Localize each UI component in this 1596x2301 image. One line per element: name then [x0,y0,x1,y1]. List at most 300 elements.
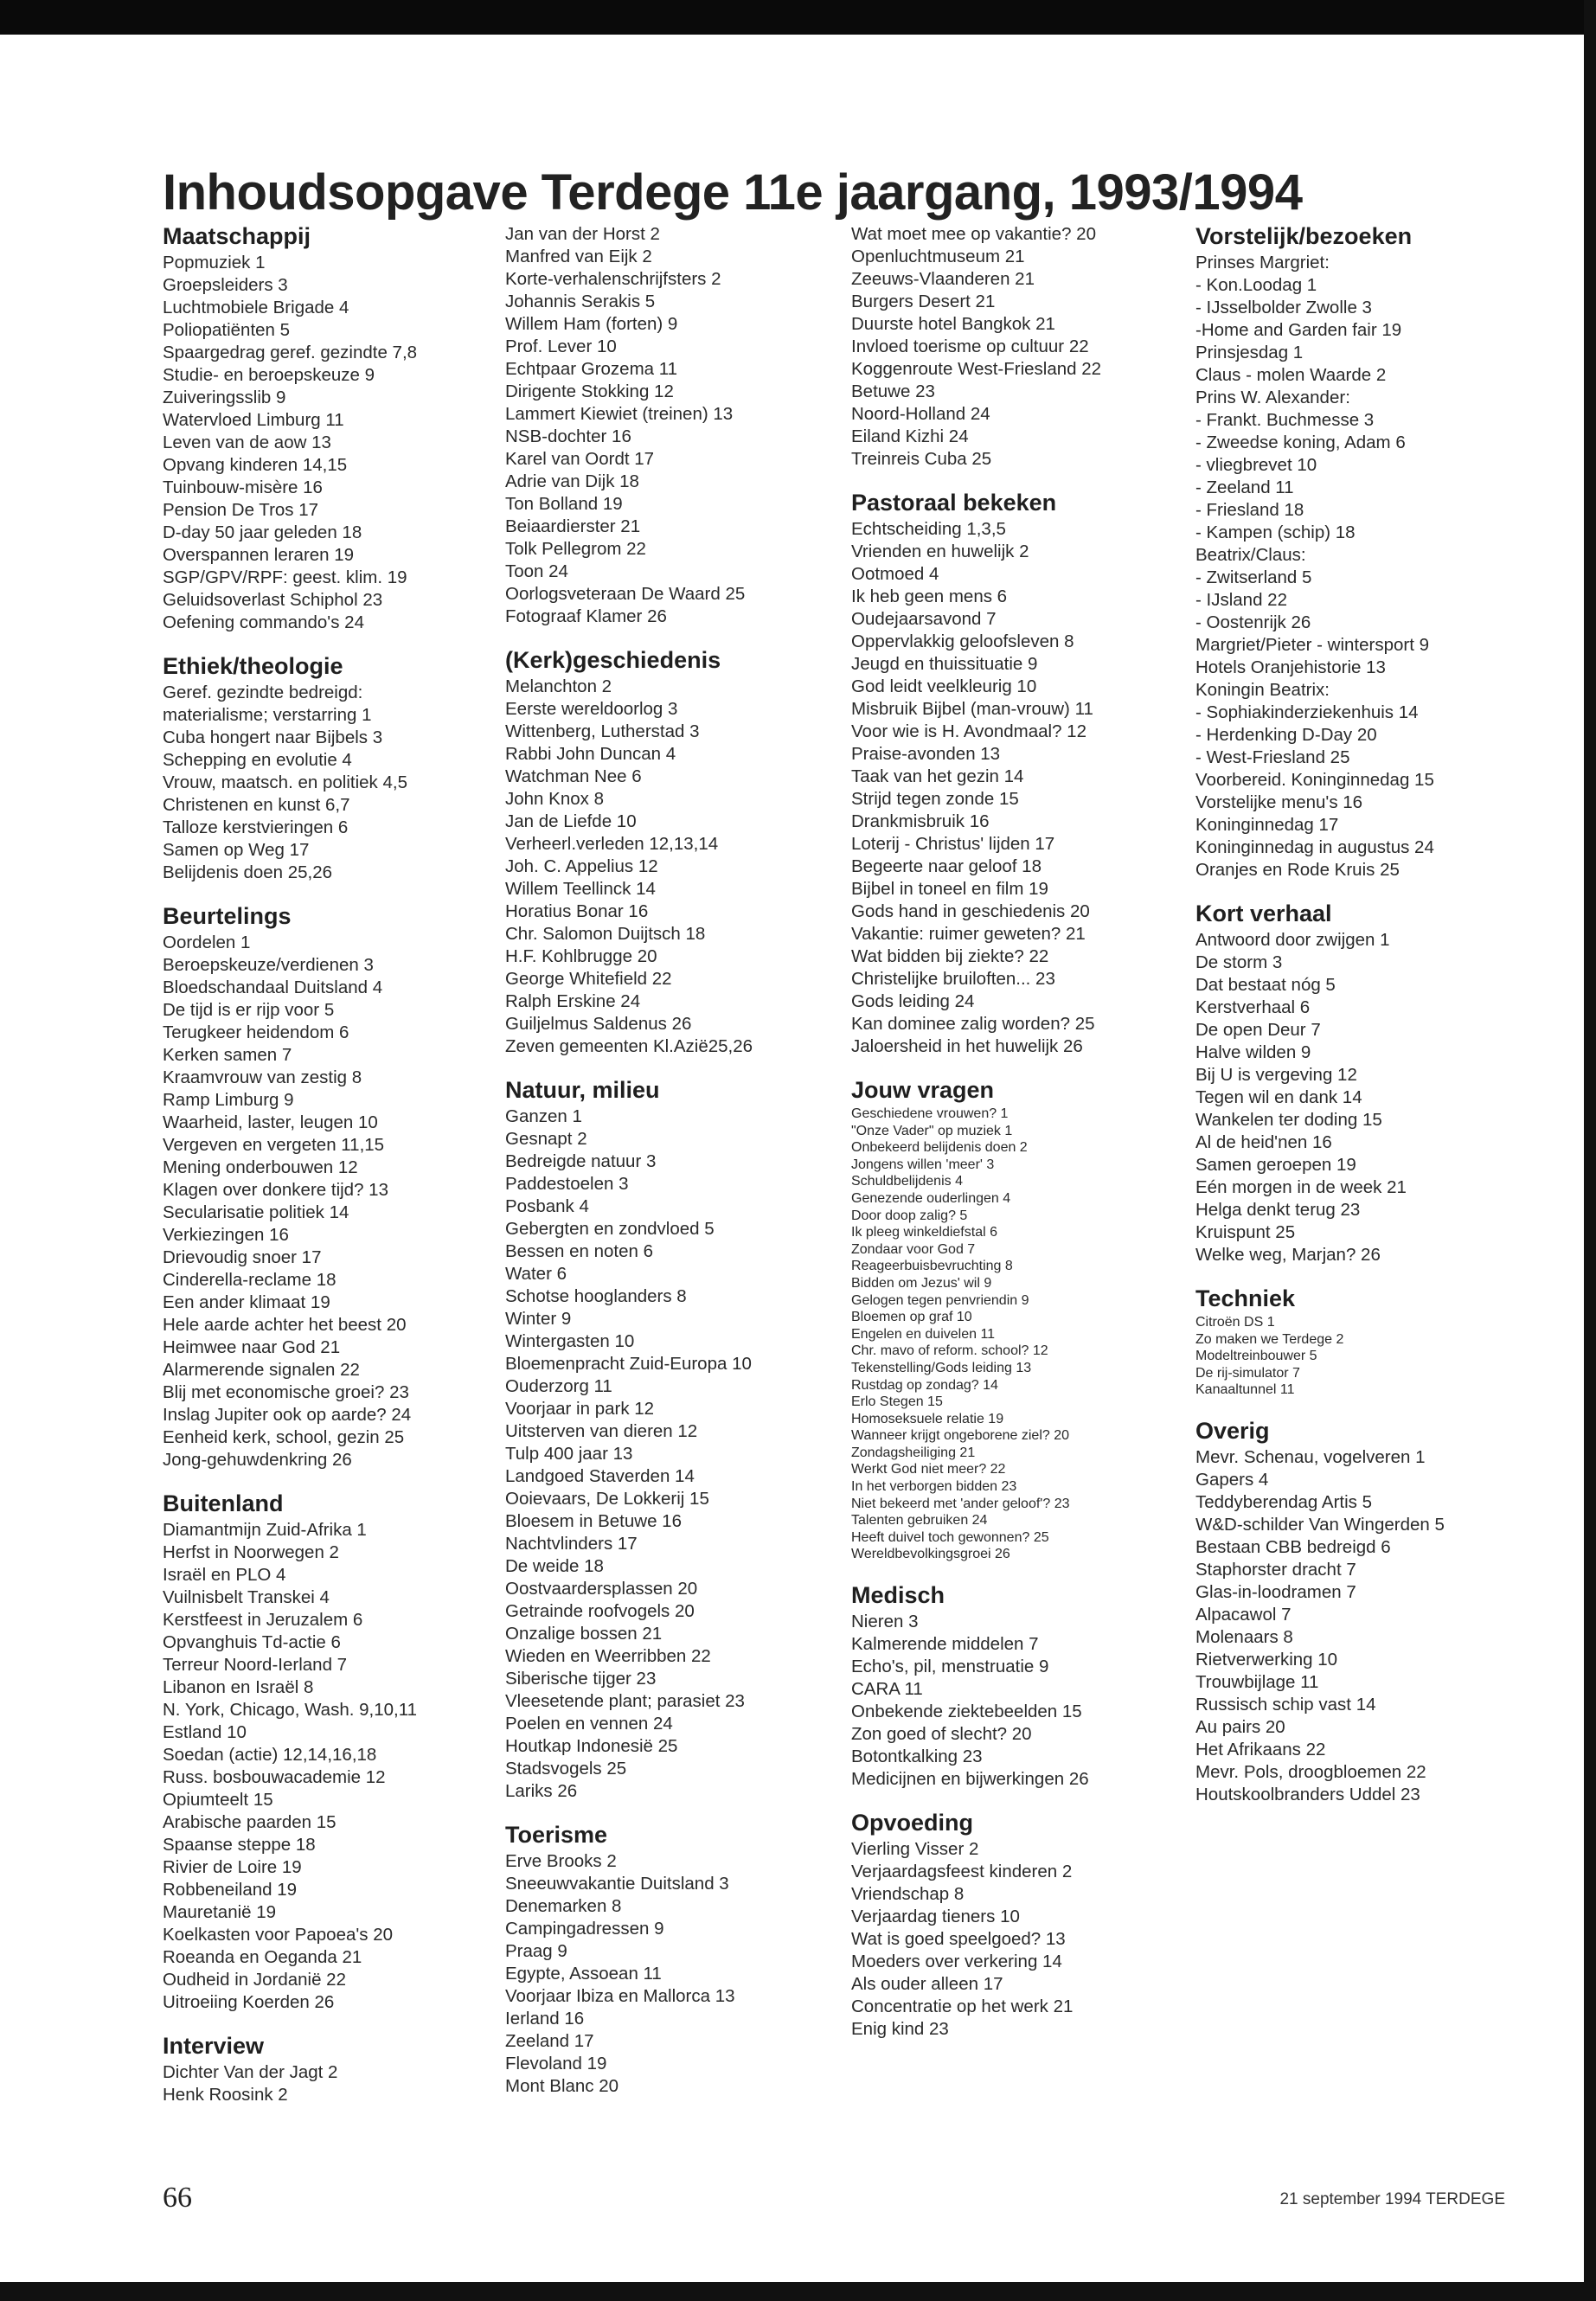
section-heading: Techniek [1195,1285,1296,1311]
index-section [851,490,1170,1058]
index-entry: Uitsterven van dieren 12 [505,1421,698,1441]
index-entry: - Frankt. Buchmesse 3 [1195,410,1375,430]
index-entry: Kanaaltunnel 11 [1195,1382,1295,1398]
index-entry: Oefening commando's 24 [163,612,364,632]
index-section [163,2033,481,2106]
index-section [505,647,824,1058]
index-entry: Uitroeiing Koerden 26 [163,1992,335,2012]
index-entry: - Zeeland 11 [1195,478,1294,497]
index-entry: NSB-dochter 16 [505,426,631,446]
section-heading: Beurtelings [163,903,292,929]
index-entry: Ik pleeg winkeldiefstal 6 [851,1225,997,1240]
index-entry: Karel van Oordt 17 [505,449,655,469]
index-entry: Voorbereid. Koninginnedag 15 [1195,770,1434,790]
index-entry: Echo's, pil, menstruatie 9 [851,1657,1049,1677]
index-entry: Egypte, Assoean 11 [505,1964,662,1984]
index-entry: Rustdag op zondag? 14 [851,1377,998,1393]
index-entry: Robbeneiland 19 [163,1880,298,1900]
index-entry: Winter 9 [505,1309,572,1329]
index-entry: Inslag Jupiter ook op aarde? 24 [163,1405,412,1425]
index-entry: Bedreigde natuur 3 [505,1151,657,1171]
index-entry: - Friesland 18 [1195,500,1304,520]
index-entry: Spaargedrag geref. gezindte 7,8 [163,343,418,362]
index-entry: Heeft duivel toch gewonnen? 25 [851,1529,1049,1545]
index-entry: Ton Bolland 19 [505,494,623,514]
index-entry: Zuiveringsslib 9 [163,388,286,407]
index-entry: Vierling Visser 2 [851,1839,979,1860]
index-entry: Kerstfeest in Jeruzalem 6 [163,1610,363,1630]
index-section [1195,1285,1514,1399]
index-entry: Ik heb geen mens 6 [851,586,1008,606]
index-entry: Openluchtmuseum 21 [851,247,1025,266]
index-entry: Melanchton 2 [505,676,612,696]
section-heading: Maatschappij [163,223,311,249]
index-entry: Hele aarde achter het beest 20 [163,1315,407,1335]
index-entry: Beroepskeuze/verdienen 3 [163,955,374,975]
index-entry: Eenheid kerk, school, gezin 25 [163,1427,405,1447]
index-entry: Duurste hotel Bangkok 21 [851,314,1055,334]
index-entry: Erve Brooks 2 [505,1851,617,1871]
index-entry: Tegen wil en dank 14 [1195,1087,1362,1107]
index-entry: Vergeven en vergeten 11,15 [163,1135,385,1155]
index-entry: Claus - molen Waarde 2 [1195,365,1387,385]
index-entry: Prinsjesdag 1 [1195,343,1304,362]
index-entry: Christelijke bruiloften... 23 [851,969,1055,989]
index-entry: Zeven gemeenten Kl.Azië25,26 [505,1036,753,1056]
index-entry: Vriendschap 8 [851,1884,965,1905]
index-entry: Glas-in-loodramen 7 [1195,1581,1356,1602]
index-entry: Wat moet mee op vakantie? 20 [851,224,1096,244]
index-entry: Wanneer krijgt ongeborene ziel? 20 [851,1428,1070,1444]
index-entry: Gods leiding 24 [851,991,975,1011]
index-entry: Bloedschandaal Duitsland 4 [163,977,383,997]
index-entry: Terreur Noord-Ierland 7 [163,1655,348,1675]
index-entry: Luchtmobiele Brigade 4 [163,298,349,317]
index-entry: - Zwitserland 5 [1195,567,1312,587]
index-entry: Rabbi John Duncan 4 [505,744,676,764]
index-entry: Ramp Limburg 9 [163,1090,294,1110]
index-entry: Jeugd en thuissituatie 9 [851,654,1038,674]
index-entry: Ralph Erskine 24 [505,991,641,1011]
index-column-1 [163,223,481,2125]
index-entry: Jong-gehuwdenkring 26 [163,1450,352,1470]
index-entry: D-day 50 jaar geleden 18 [163,522,362,542]
index-entry: Posbank 4 [505,1196,589,1216]
index-entry: Voorjaar Ibiza en Mallorca 13 [505,1986,735,2006]
index-entry: Erlo Stegen 15 [851,1394,943,1410]
index-entry: Dirigente Stokking 12 [505,381,674,401]
index-section [505,223,824,628]
index-entry: Citroën DS 1 [1195,1315,1275,1330]
index-entry: Drankmisbruik 16 [851,811,990,831]
scan-top-border [0,0,1596,35]
index-entry: Zeeuws-Vlaanderen 21 [851,269,1035,289]
index-entry: Medicijnen en bijwerkingen 26 [851,1769,1089,1790]
index-entry: Zondaar voor God 7 [851,1241,976,1257]
index-entry: Tuinbouw-misère 16 [163,478,323,497]
index-entry: Spaanse steppe 18 [163,1835,316,1855]
index-section [163,1490,481,2014]
index-entry: Lammert Kiewiet (treinen) 13 [505,404,734,424]
index-entry: Kalmerende middelen 7 [851,1634,1039,1655]
index-entry: - Herdenking D-Day 20 [1195,725,1377,745]
index-entry: Wat bidden bij ziekte? 22 [851,946,1049,966]
index-entry: Geref. gezindte bedreigd: [163,683,363,702]
index-entry: Nieren 3 [851,1612,919,1632]
index-entry: Ooievaars, De Lokkerij 15 [505,1489,709,1509]
index-entry: W&D-schilder Van Wingerden 5 [1195,1514,1445,1535]
index-entry: Samen op Weg 17 [163,840,310,860]
section-heading: Jouw vragen [851,1077,995,1103]
index-entry: Reageerbuisbevruchting 8 [851,1259,1013,1274]
index-section [1195,1418,1514,1806]
index-entry: Schepping en evolutie 4 [163,750,352,770]
index-entry: Diamantmijn Zuid-Afrika 1 [163,1520,367,1540]
index-section [1195,901,1514,1266]
index-entry: - Oostenrijk 26 [1195,612,1311,632]
index-entry: Onbekende ziektebeelden 15 [851,1702,1082,1722]
index-entry: Secularisatie politiek 14 [163,1202,349,1222]
index-entry: Chr. Salomon Duijtsch 18 [505,924,706,944]
index-entry: Bij U is vergeving 12 [1195,1065,1357,1085]
index-entry: Eén morgen in de week 21 [1195,1177,1407,1197]
footer-date: 21 september 1994 TERDEGE [1279,2190,1505,2208]
index-entry: Voor wie is H. Avondmaal? 12 [851,721,1086,741]
index-entry: Gods hand in geschiedenis 20 [851,901,1090,921]
index-entry: Soedan (actie) 12,14,16,18 [163,1745,377,1765]
index-entry: Homoseksuele relatie 19 [851,1411,1004,1426]
section-heading: Vorstelijk/bezoeken [1195,223,1413,249]
index-entry: Flevoland 19 [505,2054,607,2073]
index-entry: Echtpaar Grozema 11 [505,359,678,379]
index-entry: Alarmerende signalen 22 [163,1360,360,1380]
index-entry: Vuilnisbelt Transkei 4 [163,1587,330,1607]
index-entry: Gelogen tegen penvriendin 9 [851,1292,1029,1308]
index-entry: Wereldbevolkingsgroei 26 [851,1547,1010,1562]
index-section [851,1810,1170,2041]
index-entry: Ouderzorg 11 [505,1376,612,1396]
index-entry: Door doop zalig? 5 [851,1208,968,1223]
index-entry: Betuwe 23 [851,381,935,401]
index-section [505,1077,824,1803]
index-entry: Jaloersheid in het huwelijk 26 [851,1036,1083,1056]
section-heading: Buitenland [163,1490,284,1516]
index-entry: - Zweedse koning, Adam 6 [1195,433,1406,452]
index-entry: Oostvaardersplassen 20 [505,1579,698,1599]
index-entry: Opvang kinderen 14,15 [163,455,348,475]
index-entry: Als ouder alleen 17 [851,1974,1003,1995]
index-entry: Jan van der Horst 2 [505,224,660,244]
index-entry: - vliegbrevet 10 [1195,455,1317,475]
index-entry: Gapers 4 [1195,1469,1269,1490]
index-entry: Niet bekeerd met 'ander geloof'? 23 [851,1496,1070,1511]
index-entry: Geluidsoverlast Schiphol 23 [163,590,383,610]
index-entry: Bloemenpracht Zuid-Europa 10 [505,1354,752,1374]
section-heading: Overig [1195,1417,1270,1444]
index-column-4 [1195,223,1514,1825]
index-column-3 [851,223,1170,2060]
index-entry: Concentratie op het werk 21 [851,1997,1074,2017]
index-entry: Gebergten en zondvloed 5 [505,1219,715,1239]
index-entry: Landgoed Staverden 14 [505,1466,695,1486]
index-section [163,223,481,634]
index-entry: Christenen en kunst 6,7 [163,795,350,815]
index-entry: De tijd is er rijp voor 5 [163,1000,335,1020]
section-heading: Toerisme [505,1822,608,1848]
index-entry: Willem Teellinck 14 [505,879,656,899]
index-entry: Schuldbelijdenis 4 [851,1174,963,1189]
index-entry: Poelen en vennen 24 [505,1714,673,1734]
index-entry: Fotograaf Klamer 26 [505,606,667,626]
index-entry: De rij-simulator 7 [1195,1365,1300,1381]
index-entry: Samen geroepen 19 [1195,1155,1356,1175]
index-entry: Dat bestaat nóg 5 [1195,975,1336,995]
index-entry: Strijd tegen zonde 15 [851,789,1019,809]
index-entry: Arabische paarden 15 [163,1812,337,1832]
index-entry: Molenaars 8 [1195,1626,1293,1647]
index-entry: Enig kind 23 [851,2019,949,2040]
index-entry: Werkt God niet meer? 22 [851,1462,1006,1477]
index-entry: Moeders over verkering 14 [851,1952,1062,1972]
index-entry: Oppervlakkig geloofsleven 8 [851,631,1074,651]
index-entry: Mauretanië 19 [163,1902,277,1922]
index-entry: Echtscheiding 1,3,5 [851,519,1006,539]
index-entry: Houtkap Indonesië 25 [505,1736,678,1756]
index-entry: Houtskoolbranders Uddel 23 [1195,1784,1420,1804]
index-entry: Oorlogsveteraan De Waard 25 [505,584,746,604]
index-entry: Engelen en duivelen 11 [851,1326,996,1342]
index-entry: Mevr. Schenau, vogelveren 1 [1195,1446,1426,1467]
index-entry: De weide 18 [505,1556,604,1576]
index-entry: Oudejaarsavond 7 [851,609,997,629]
index-entry: Halve wilden 9 [1195,1042,1311,1062]
index-entry: Gesnapt 2 [505,1129,587,1149]
index-entry: Onzalige bossen 21 [505,1624,663,1644]
section-heading: Medisch [851,1582,945,1609]
index-entry: Drievoudig snoer 17 [163,1247,322,1267]
index-entry: Watervloed Limburg 11 [163,410,344,430]
index-entry: Het Afrikaans 22 [1195,1739,1326,1759]
index-entry: In het verborgen bidden 23 [851,1479,1017,1495]
index-entry: Koninginnedag in augustus 24 [1195,837,1434,857]
index-entry: -Home and Garden fair 19 [1195,320,1402,340]
section-heading: Interview [163,2033,265,2059]
index-entry: Kerstverhaal 6 [1195,997,1311,1017]
index-entry: Bloemen op graf 10 [851,1310,972,1325]
index-entry: Au pairs 20 [1195,1716,1285,1737]
index-entry: Estland 10 [163,1722,247,1742]
section-heading: Opvoeding [851,1810,973,1836]
index-entry: Prof. Lever 10 [505,336,617,356]
index-entry: Oranjes en Rode Kruis 25 [1195,860,1400,880]
index-entry: Tolk Pellegrom 22 [505,539,646,559]
index-entry: Mening onderbouwen 12 [163,1157,358,1177]
index-entry: Hotels Oranjehistorie 13 [1195,657,1386,677]
index-entry: Waarheid, laster, leugen 10 [163,1112,378,1132]
index-entry: Stadsvogels 25 [505,1759,627,1779]
index-entry: Verjaardagsfeest kinderen 2 [851,1862,1073,1882]
index-entry: - Kampen (schip) 18 [1195,522,1356,542]
index-entry: Pension De Tros 17 [163,500,319,520]
index-entry: Vakantie: ruimer geweten? 21 [851,924,1086,944]
index-entry: Heimwee naar God 21 [163,1337,341,1357]
index-entry: Israël en PLO 4 [163,1565,286,1585]
index-entry: H.F. Kohlbrugge 20 [505,946,657,966]
index-entry: Verkiezingen 16 [163,1225,289,1245]
index-entry: Invloed toerisme op cultuur 22 [851,336,1089,356]
index-entry: - Sophiakinderziekenhuis 14 [1195,702,1419,722]
index-entry: Geschiedene vrouwen? 1 [851,1106,1009,1121]
index-entry: Kan dominee zalig worden? 25 [851,1014,1095,1034]
index-entry: Alpacawol 7 [1195,1604,1292,1625]
section-heading: Pastoraal bekeken [851,490,1057,516]
index-entry: Al de heid'nen 16 [1195,1132,1332,1152]
index-entry: Voorjaar in park 12 [505,1399,655,1419]
index-entry: Treinreis Cuba 25 [851,449,992,469]
index-entry: John Knox 8 [505,789,604,809]
index-entry: Ootmoed 4 [851,564,939,584]
index-entry: Trouwbijlage 11 [1195,1671,1319,1692]
page-title: Inhoudsopgave Terdege 11e jaargang, 1993/1994 [163,163,1303,221]
index-entry: Lariks 26 [505,1781,578,1801]
index-entry: Verheerl.verleden 12,13,14 [505,834,719,854]
index-entry: Terugkeer heidendom 6 [163,1022,349,1042]
index-entry: Modeltreinbouwer 5 [1195,1349,1317,1364]
index-entry: Loterij - Christus' lijden 17 [851,834,1055,854]
index-entry: Rivier de Loire 19 [163,1857,302,1877]
index-entry: Schotse hooglanders 8 [505,1286,687,1306]
index-entry: Eerste wereldoorlog 3 [505,699,678,719]
index-entry: Antwoord door zwijgen 1 [1195,930,1390,950]
index-entry: materialisme; verstarring 1 [163,705,372,725]
index-entry: Talenten gebruiken 24 [851,1513,988,1529]
index-entry: Tulp 400 jaar 13 [505,1444,633,1464]
index-entry: Popmuziek 1 [163,253,266,272]
index-entry: Wittenberg, Lutherstad 3 [505,721,700,741]
index-entry: Toon 24 [505,561,568,581]
index-entry: Rietverwerking 10 [1195,1649,1338,1670]
index-entry: Blij met economische groei? 23 [163,1382,409,1402]
index-entry: Wankelen ter doding 15 [1195,1110,1382,1130]
index-entry: Mont Blanc 20 [505,2076,619,2096]
index-entry: De open Deur 7 [1195,1020,1321,1040]
index-entry: Talloze kerstvieringen 6 [163,817,349,837]
index-entry: Koggenroute West-Friesland 22 [851,359,1102,379]
index-entry: Staphorster dracht 7 [1195,1559,1356,1580]
index-entry: Beatrix/Claus: [1195,545,1306,565]
index-entry: Welke weg, Marjan? 26 [1195,1245,1381,1265]
index-entry: Campingadressen 9 [505,1919,664,1939]
index-entry: Oordelen 1 [163,933,251,952]
index-section [505,1822,824,2098]
index-entry: Vrienden en huwelijk 2 [851,542,1029,561]
index-entry: Vleesetende plant; parasiet 23 [505,1691,745,1711]
index-entry: Begeerte naar geloof 18 [851,856,1042,876]
index-entry: Tekenstelling/Gods leiding 13 [851,1360,1032,1375]
index-entry: Eiland Kizhi 24 [851,426,969,446]
index-entry: Oudheid in Jordanië 22 [163,1970,346,1990]
index-entry: Kruispunt 25 [1195,1222,1296,1242]
index-entry: Koelkasten voor Papoea's 20 [163,1925,394,1945]
index-entry: Poliopatiënten 5 [163,320,291,340]
index-entry: Helga denkt terug 23 [1195,1200,1361,1220]
index-entry: Misbruik Bijbel (man-vrouw) 11 [851,699,1093,719]
index-entry: Wat is goed speelgoed? 13 [851,1929,1066,1950]
index-entry: Wintergasten 10 [505,1331,635,1351]
index-entry: Watchman Nee 6 [505,766,642,786]
index-entry: Adrie van Dijk 18 [505,471,639,491]
index-entry: Vrouw, maatsch. en politiek 4,5 [163,772,407,792]
index-entry: Taak van het gezin 14 [851,766,1024,786]
index-entry: N. York, Chicago, Wash. 9,10,11 [163,1700,417,1720]
index-entry: Opiumteelt 15 [163,1790,273,1810]
index-entry: Denemarken 8 [505,1896,622,1916]
index-entry: Wieden en Weerribben 22 [505,1646,711,1666]
index-entry: Koninginnedag 17 [1195,815,1339,835]
index-entry: Ganzen 1 [505,1106,582,1126]
index-section [1195,223,1514,881]
index-section [851,1582,1170,1791]
index-section [851,223,1170,471]
index-entry: Chr. mavo of reform. school? 12 [851,1343,1048,1359]
index-entry: "Onze Vader" op muziek 1 [851,1123,1013,1138]
index-entry: Libanon en Israël 8 [163,1677,314,1697]
index-entry: Guiljelmus Saldenus 26 [505,1014,692,1034]
index-entry: - IJsselbolder Zwolle 3 [1195,298,1372,317]
index-entry: Paddestoelen 3 [505,1174,629,1194]
index-entry: Korte-verhalenschrijfsters 2 [505,269,721,289]
scan-right-border [1584,0,1596,2301]
index-entry: - IJsland 22 [1195,590,1287,610]
index-entry: Zeeland 17 [505,2031,594,2051]
index-entry: Bloesem in Betuwe 16 [505,1511,682,1531]
index-entry: Nachtvlinders 17 [505,1534,638,1554]
index-entry: Groepsleiders 3 [163,275,288,295]
index-entry: Joh. C. Appelius 12 [505,856,658,876]
index-entry: - Kon.Loodag 1 [1195,275,1317,295]
index-entry: Jan de Liefde 10 [505,811,637,831]
index-entry: CARA 11 [851,1679,923,1700]
scan-bottom-border [0,2282,1596,2301]
index-entry: SGP/GPV/RPF: geest. klim. 19 [163,567,407,587]
index-entry: Bidden om Jezus' wil 9 [851,1275,992,1291]
index-entry: Dichter Van der Jagt 2 [163,2062,338,2082]
index-entry: Prins W. Alexander: [1195,388,1350,407]
index-entry: Manfred van Eijk 2 [505,247,652,266]
section-heading: Ethiek/theologie [163,653,343,679]
section-heading: Kort verhaal [1195,901,1332,926]
index-entry: Zon goed of slecht? 20 [851,1724,1032,1745]
index-entry: Praag 9 [505,1941,567,1961]
index-entry: Belijdenis doen 25,26 [163,862,333,882]
section-heading: Natuur, milieu [505,1077,660,1103]
index-entry: Genezende ouderlingen 4 [851,1190,1011,1206]
index-entry: Willem Ham (forten) 9 [505,314,678,334]
index-entry: Studie- en beroepskeuze 9 [163,365,375,385]
index-entry: Onbekeerd belijdenis doen 2 [851,1140,1028,1156]
index-entry: Russ. bosbouwacademie 12 [163,1767,386,1787]
index-entry: Bestaan CBB bedreigd 6 [1195,1536,1391,1557]
index-entry: De storm 3 [1195,952,1283,972]
index-entry: Getrainde roofvogels 20 [505,1601,695,1621]
index-entry: Ierland 16 [505,2009,585,2029]
index-entry: George Whitefield 22 [505,969,672,989]
index-entry: Sneeuwvakantie Duitsland 3 [505,1874,729,1894]
index-entry: Kraamvrouw van zestig 8 [163,1067,362,1087]
index-section [851,1077,1170,1563]
index-entry: Cinderella-reclame 18 [163,1270,337,1290]
index-entry: God leidt veelkleurig 10 [851,676,1037,696]
